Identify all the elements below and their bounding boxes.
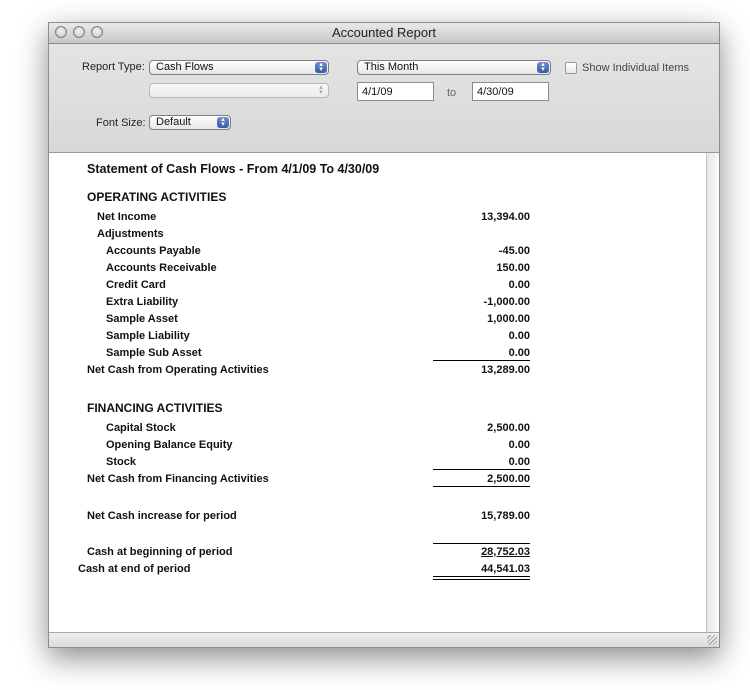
cash-beginning-amount: 28,752.03 <box>481 546 530 558</box>
cash-end-label: Cash at end of period <box>78 563 191 575</box>
cash-end-amount: 44,541.03 <box>481 563 530 575</box>
report-line-label: Sample Asset <box>106 313 178 325</box>
font-size-popup[interactable] <box>149 115 231 130</box>
report-line-amount: -45.00 <box>498 245 530 257</box>
window-bottom-bar <box>49 632 719 647</box>
report-type-popup[interactable] <box>149 60 329 75</box>
double-rule-top <box>433 576 530 577</box>
report-line-amount: 0.00 <box>508 330 530 342</box>
font-size-label: Font Size: <box>96 117 146 129</box>
report-line-amount: 1,000.00 <box>487 313 530 325</box>
report-line-label: Sample Liability <box>106 330 190 342</box>
date-from-field[interactable]: 4/1/09 <box>357 82 434 101</box>
report-type-value: Cash Flows <box>156 61 214 73</box>
report-line-amount: 150.00 <box>496 262 530 274</box>
font-size-value: Default <box>156 116 191 128</box>
report-line-amount: 0.00 <box>508 439 530 451</box>
cash-beginning-label: Cash at beginning of period <box>87 546 233 558</box>
adjustments-label: Adjustments <box>97 228 164 240</box>
net-increase-label: Net Cash increase for period <box>87 510 237 522</box>
net-income-label: Net Income <box>97 211 157 223</box>
report-line-label: Accounts Receivable <box>106 262 217 274</box>
date-to-label: to <box>447 87 457 99</box>
report-line-amount: 0.00 <box>508 279 530 291</box>
overline-rule <box>433 543 530 544</box>
report-line-amount: -1,000.00 <box>483 296 530 308</box>
show-individual-items-checkbox[interactable] <box>565 62 577 74</box>
report-line-label: Credit Card <box>106 279 166 291</box>
secondary-popup[interactable] <box>149 83 329 98</box>
operating-total-amount: 13,289.00 <box>481 364 530 376</box>
window-title: Accounted Report <box>331 25 437 40</box>
popup-arrows-icon: ▴ ▾ <box>315 62 327 73</box>
subtotal-underline <box>433 486 530 487</box>
report-line-label: Stock <box>106 456 136 468</box>
date-to-field[interactable]: 4/30/09 <box>472 82 549 101</box>
double-rule-bottom <box>433 579 530 580</box>
report-line-amount: 0.00 <box>508 347 530 359</box>
report-line-label: Sample Sub Asset <box>106 347 202 359</box>
period-popup[interactable] <box>357 60 551 75</box>
title-bar <box>49 23 719 44</box>
report-title: Statement of Cash Flows - From 4/1/09 To 4/30/09 <box>87 162 380 176</box>
resize-grip-icon[interactable] <box>707 635 717 645</box>
subtotal-rule <box>433 360 530 361</box>
report-window <box>48 22 720 648</box>
report-line-amount: 2,500.00 <box>487 422 530 434</box>
report-content <box>49 153 707 633</box>
period-value: This Month <box>364 61 419 73</box>
financing-total-amount: 2,500.00 <box>487 473 530 485</box>
financing-total-label: Net Cash from Financing Activities <box>87 473 269 485</box>
report-line-label: Capital Stock <box>106 422 176 434</box>
operating-total-label: Net Cash from Operating Activities <box>87 364 269 376</box>
report-line-amount: 0.00 <box>508 456 530 468</box>
show-individual-items-label: Show Individual Items <box>582 62 689 74</box>
popup-arrows-icon: ▴ ▾ <box>537 62 549 73</box>
subtotal-rule <box>433 469 530 470</box>
operating-heading: OPERATING ACTIVITIES <box>87 190 227 204</box>
report-line-label: Opening Balance Equity <box>106 439 233 451</box>
popup-arrows-icon: ▴ ▾ <box>319 84 323 96</box>
report-line-label: Accounts Payable <box>106 245 201 257</box>
financing-heading: FINANCING ACTIVITIES <box>87 401 223 415</box>
net-income-amount: 13,394.00 <box>481 211 530 223</box>
report-options-toolbar <box>49 44 719 153</box>
net-increase-amount: 15,789.00 <box>481 510 530 522</box>
popup-arrows-icon: ▴ ▾ <box>217 117 229 128</box>
vertical-scrollbar[interactable] <box>706 153 719 633</box>
report-type-label: Report Type: <box>82 61 145 73</box>
report-line-label: Extra Liability <box>106 296 179 308</box>
